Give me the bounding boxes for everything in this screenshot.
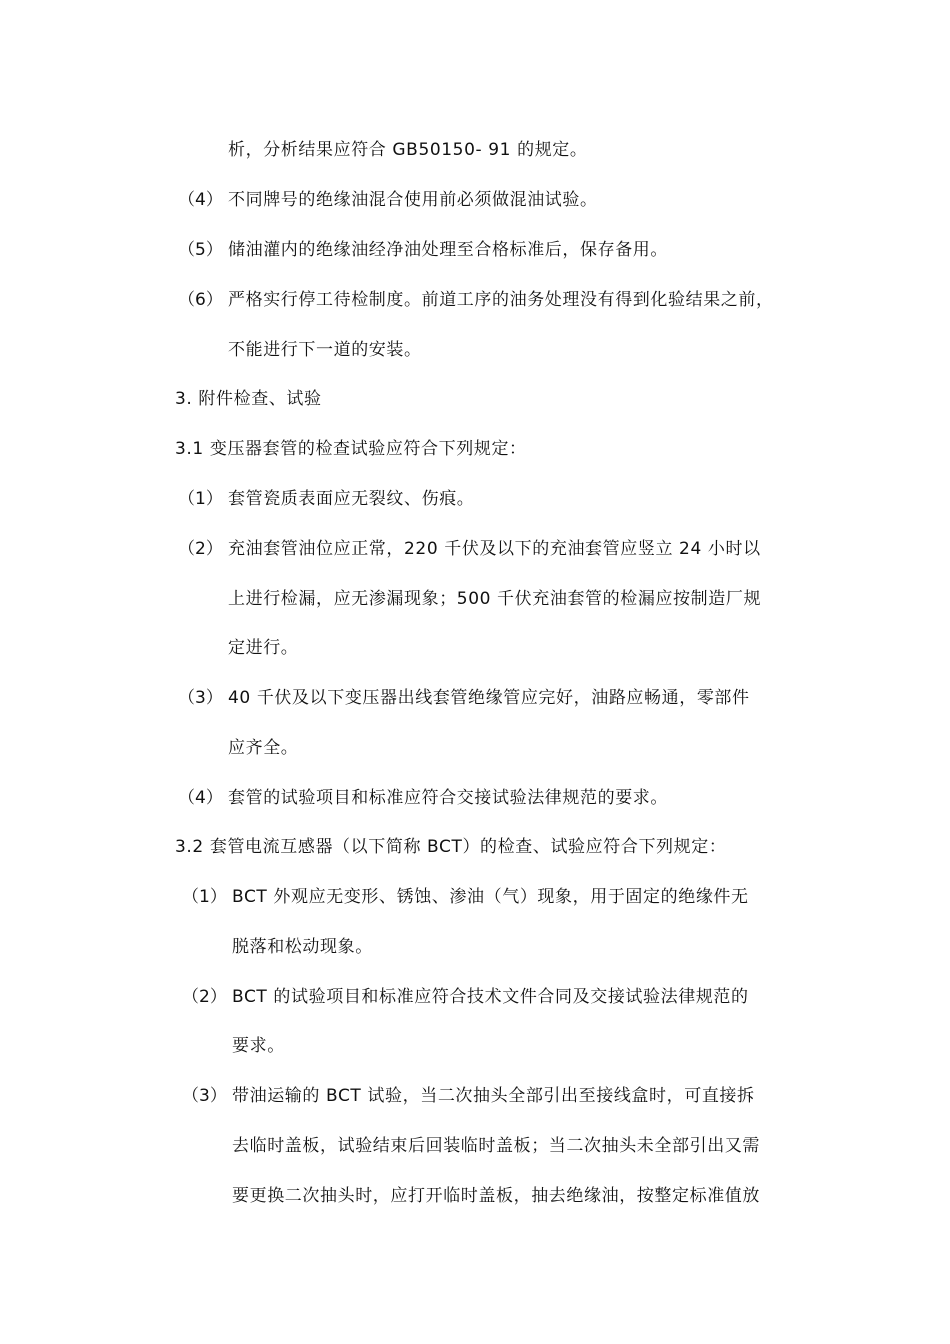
item-number: （3） (178, 688, 223, 708)
item-number: （1） (182, 887, 227, 907)
section-heading: 3. 附件检查、试验 (175, 389, 322, 409)
text-line: 套管瓷质表面应无裂纹、伤痕。 (228, 489, 475, 509)
subsection-heading: 3.2 套管电流互感器（以下简称 BCT）的检查、试验应符合下列规定： (175, 837, 727, 857)
text-line: 要求。 (232, 1036, 285, 1056)
text-line: 严格实行停工待检制度。前道工序的油务处理没有得到化验结果之前， (228, 290, 774, 310)
text-line: 不同牌号的绝缘油混合使用前必须做混油试验。 (228, 190, 598, 210)
text-line: 应齐全。 (228, 738, 299, 758)
text-line: 不能进行下一道的安装。 (228, 340, 422, 360)
text-line: 40 千伏及以下变压器出线套管绝缘管应完好，油路应畅通，零部件 (228, 688, 750, 708)
text-line: 套管的试验项目和标准应符合交接试验法律规范的要求。 (228, 788, 668, 808)
item-number: （4） (178, 190, 223, 210)
item-number: （2） (182, 987, 227, 1007)
text-line: 脱落和松动现象。 (232, 937, 373, 957)
item-number: （2） (178, 539, 223, 559)
text-line: 去临时盖板，试验结束后回装临时盖板；当二次抽头未全部引出又需 (232, 1136, 760, 1156)
text-line: 充油套管油位应正常，220 千伏及以下的充油套管应竖立 24 小时以 (228, 539, 761, 559)
text-line: 带油运输的 BCT 试验，当二次抽头全部引出至接线盒时，可直接拆 (232, 1086, 755, 1106)
item-number: （1） (178, 489, 223, 509)
text-line: 析，分析结果应符合 GB50150- 91 的规定。 (228, 140, 588, 160)
item-number: （3） (182, 1086, 227, 1106)
text-line: 要更换二次抽头时，应打开临时盖板，抽去绝缘油，按整定标准值放 (232, 1186, 760, 1206)
item-number: （6） (178, 290, 223, 310)
item-number: （5） (178, 240, 223, 260)
text-line: 储油灌内的绝缘油经净油处理至合格标准后，保存备用。 (228, 240, 668, 260)
text-line: BCT 的试验项目和标准应符合技术文件合同及交接试验法律规范的 (232, 987, 749, 1007)
subsection-heading: 3.1 变压器套管的检查试验应符合下列规定： (175, 439, 527, 459)
item-number: （4） (178, 788, 223, 808)
text-line: 上进行检漏，应无渗漏现象；500 千伏充油套管的检漏应按制造厂规 (228, 589, 762, 609)
text-line: BCT 外观应无变形、锈蚀、渗油（气）现象，用于固定的绝缘件无 (232, 887, 749, 907)
text-line: 定进行。 (228, 638, 299, 658)
